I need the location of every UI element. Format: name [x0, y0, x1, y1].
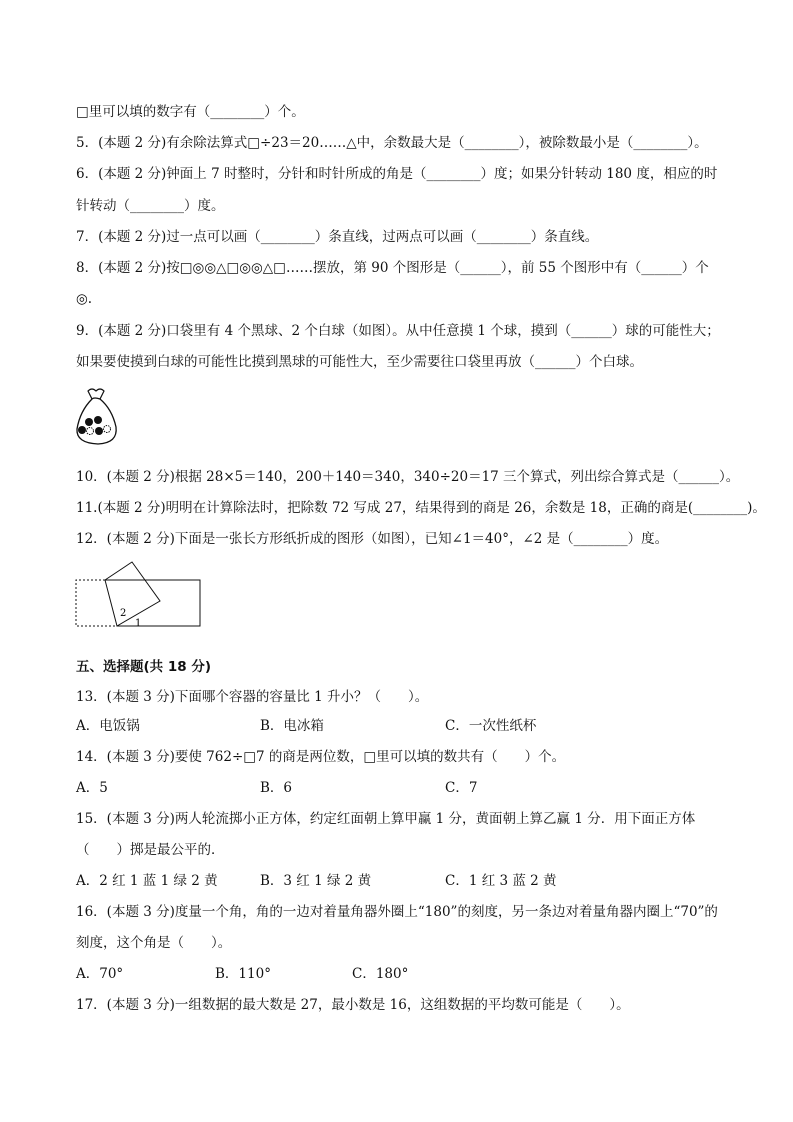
question-16: 16．(本题 3 分)度量一个角，角的一边对着量角器外圈上“180”的刻度，另一条边对着量角器内圈上“70”的	[76, 904, 718, 920]
q15-option-c[interactable]: C．1 红 3 蓝 2 黄	[445, 873, 557, 889]
q16-option-b[interactable]: B．110°	[215, 966, 271, 982]
q16-option-c[interactable]: C．180°	[352, 966, 409, 982]
question-15: 15．(本题 3 分)两人轮流掷小正方体，约定红面朝上算甲赢 1 分，黄面朝上算乙赢 1 分．用下面正方体	[76, 811, 696, 827]
question-17: 17．(本题 3 分)一组数据的最大数是 27，最小数是 16，这组数据的平均数可能是（ ）。	[76, 997, 630, 1013]
question-12: 12．(本题 2 分)下面是一张长方形纸折成的图形（如图），已知∠1＝40°，∠2 是（________）度。	[76, 531, 669, 547]
question-9: 9．(本题 2 分)口袋里有 4 个黑球、2 个白球（如图）。从中任意摸 1 个球，摸到（______）球的可能性大；	[76, 323, 720, 339]
question-8-cont: ◎.	[76, 291, 93, 307]
question-16-cont: 刻度，这个角是（ ）。	[76, 935, 232, 951]
q14-option-c[interactable]: C．7	[445, 780, 478, 796]
question-6-cont: 针转动（________）度。	[76, 198, 225, 214]
question-11: 11.(本题 2 分)明明在计算除法时，把除数 72 写成 27，结果得到的商是 26，余数是 18，正确的商是(________)。	[76, 500, 766, 516]
q13-option-c[interactable]: C．一次性纸杯	[445, 718, 537, 734]
q13-option-a[interactable]: A．电饭锅	[76, 718, 140, 734]
question-13: 13．(本题 3 分)下面哪个容器的容量比 1 升小？（ ）。	[76, 689, 429, 705]
folded-paper-figure	[75, 560, 205, 630]
question-4-continuation: □里可以填的数字有（________）个。	[76, 104, 305, 120]
question-9-cont: 如果要使摸到白球的可能性比摸到黑球的可能性大，至少需要往口袋里再放（______）个白球。	[76, 354, 643, 370]
question-8: 8．(本题 2 分)按□◎◎△□◎◎△□……摆放，第 90 个图形是（______），前 55 个图形中有（______）个	[76, 260, 709, 276]
question-15-cont: （ ）掷是最公平的．	[76, 842, 225, 858]
angle-1-label: 1	[135, 618, 142, 629]
section-5-heading: 五、选择题(共 18 分)	[76, 659, 212, 675]
q15-option-a[interactable]: A．2 红 1 蓝 1 绿 2 黄	[76, 873, 218, 889]
question-10: 10．(本题 2 分)根据 28×5＝140，200＋140＝340，340÷20＝17 三个算式，列出综合算式是（______）。	[76, 469, 740, 485]
question-6: 6．(本题 2 分)钟面上 7 时整时，分针和时针所成的角是（________）度；如果分针转动 180 度，相应的时	[76, 166, 718, 182]
q13-option-b[interactable]: B．电冰箱	[260, 718, 324, 734]
ball-bag-figure	[74, 385, 124, 447]
q14-option-b[interactable]: B．6	[260, 780, 293, 796]
angle-2-label: 2	[120, 608, 127, 619]
question-14: 14．(本题 3 分)要使 762÷□7 的商是两位数，□里可以填的数共有（ ）个。	[76, 749, 566, 765]
q15-option-b[interactable]: B．3 红 1 绿 2 黄	[260, 873, 372, 889]
q14-option-a[interactable]: A．5	[76, 780, 108, 796]
question-5: 5．(本题 2 分)有余除法算式□÷23＝20……△中，余数最大是（________），被除数最小是（________）。	[76, 135, 708, 151]
question-7: 7．(本题 2 分)过一点可以画（________）条直线，过两点可以画（________）条直线。	[76, 229, 599, 245]
q16-option-a[interactable]: A．70°	[76, 966, 124, 982]
